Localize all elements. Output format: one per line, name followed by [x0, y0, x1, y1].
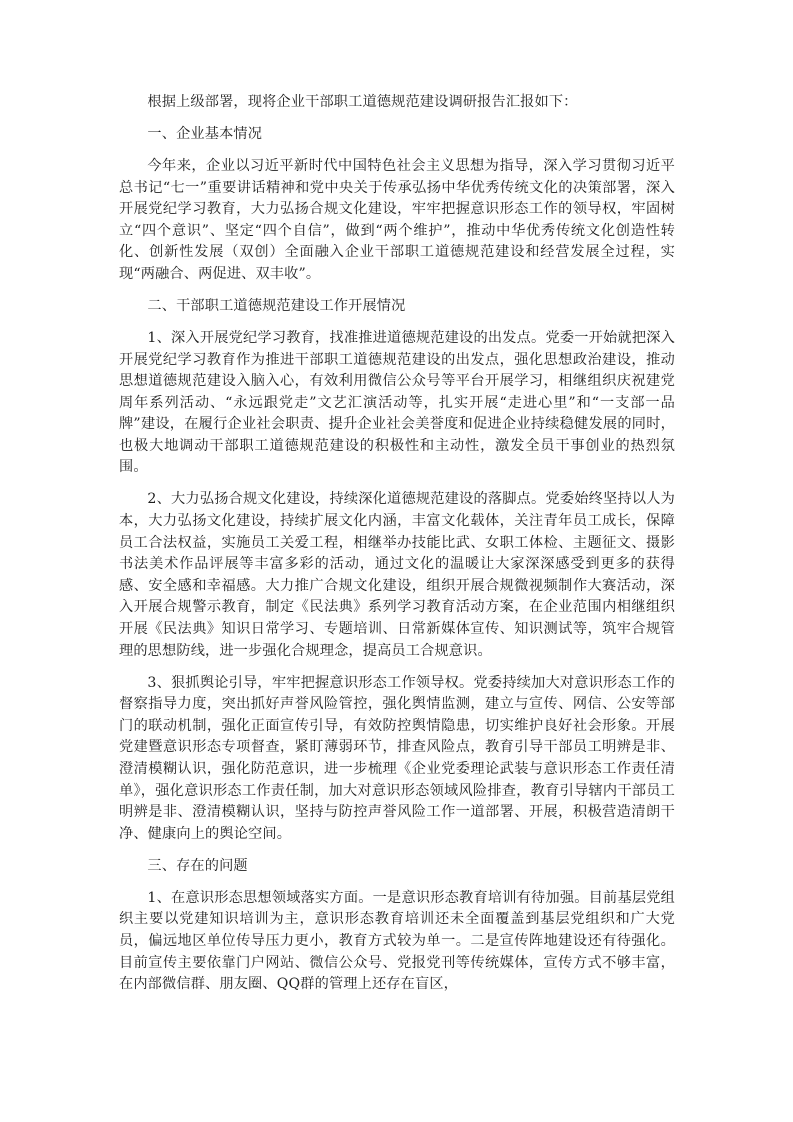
section1-paragraph: 今年来，企业以习近平新时代中国特色社会主义思想为指导，深入学习贯彻习近平总书记“七一”重要讲话精神和党中央关于传承弘扬中华优秀传统文化的决策部署，深入开展党纪学习教育，大力弘扬合规文化建设，牢牢把握意识形态工作的领导权，牢固树立“四个意识”、坚定“四个自信”，做到“两个维护”，推动中华优秀传统文化创造性转化、创新性发展（双创）全面融入企业干部职工道德规范建设和经营发展全过程，实现“两融合、两促进、双丰收”。	[119, 157, 675, 282]
section-heading-problems: 三、存在的问题	[147, 857, 248, 874]
section-heading-basic-situation: 一、企业基本情况	[147, 125, 263, 142]
section2-item-1: 1、深入开展党纪学习教育，找准推进道德规范建设的出发点。党委一开始就把深入开展党纪学习教育作为推进干部职工道德规范建设的出发点，强化思想政治建设，推动思想道德规范建设入脑入心，有效利用微信公众号等平台开展学习，相继组织庆祝建党周年系列活动、“永远跟党走”文艺汇演活动等，扎实开展“走进心里”和“一支部一品牌”建设，在履行企业社会职责、提升企业社会美誉度和促进企业持续稳健发展的同时，也极大地调动干部职工道德规范建设的积极性和主动性，激发全员干事创业的热烈氛围。	[119, 329, 675, 476]
section2-item-3: 3、狠抓舆论引导，牢牢把握意识形态工作领导权。党委持续加大对意识形态工作的督察指导力度，突出抓好声誉风险管控，强化舆情监测，建立与宣传、网信、公安等部门的联动机制，强化正面宣传引导，有效防控舆情隐患，切实维护良好社会形象。开展党建暨意识形态专项督查，紧盯薄弱环节，排查风险点，教育引导干部员工明辨是非、澄清模糊认识，强化防范意识，进一步梳理《企业党委理论武装与意识形态工作责任清单》，强化意识形态工作责任制，加大对意识形态领域风险排查，教育引导辖内干部员工明辨是非、澄清模糊认识，坚持与防控声誉风险工作一道部署、开展，积极营造清朗干净、健康向上的舆论空间。	[119, 674, 675, 842]
section2-item-2: 2、大力弘扬合规文化建设，持续深化道德规范建设的落脚点。党委始终坚持以人为本，大力弘扬文化建设，持续扩展文化内涵，丰富文化载体，关注青年员工成长，保障员工合法权益，实施员工关爱工程，相继举办技能比武、女职工体检、主题征文、摄影书法美术作品评展等丰富多彩的活动，通过文化的温暖让大家深深感受到更多的获得感、安全感和幸福感。大力推广合规文化建设，组织开展合规微视频制作大赛活动，深入开展合规警示教育，制定《民法典》系列学习教育活动方案，在企业范围内相继组织开展《民法典》知识日常学习、专题培训、日常新媒体宣传、知识测试等，筑牢合规管理的思想防线，进一步强化合规理念，提高员工合规意识。	[119, 491, 675, 659]
section3-item-1: 1、在意识形态思想领域落实方面。一是意识形态教育培训有待加强。目前基层党组织主要以党建知识培训为主，意识形态教育培训还未全面覆盖到基层党组织和广大党员，偏远地区单位传导压力更小，教育方式较为单一。二是宣传阵地建设还有待强化。目前宣传主要依靠门户网站、微信公众号、党报党刊等传统媒体，宣传方式不够丰富，在内部微信群、朋友圈、QQ群的管理上还存在盲区，	[119, 889, 675, 993]
section-heading-work-progress: 二、干部职工道德规范建设工作开展情况	[147, 297, 406, 314]
intro-paragraph: 根据上级部署，现将企业干部职工道德规范建设调研报告汇报如下：	[147, 94, 578, 110]
document-body	[119, 92, 675, 1006]
